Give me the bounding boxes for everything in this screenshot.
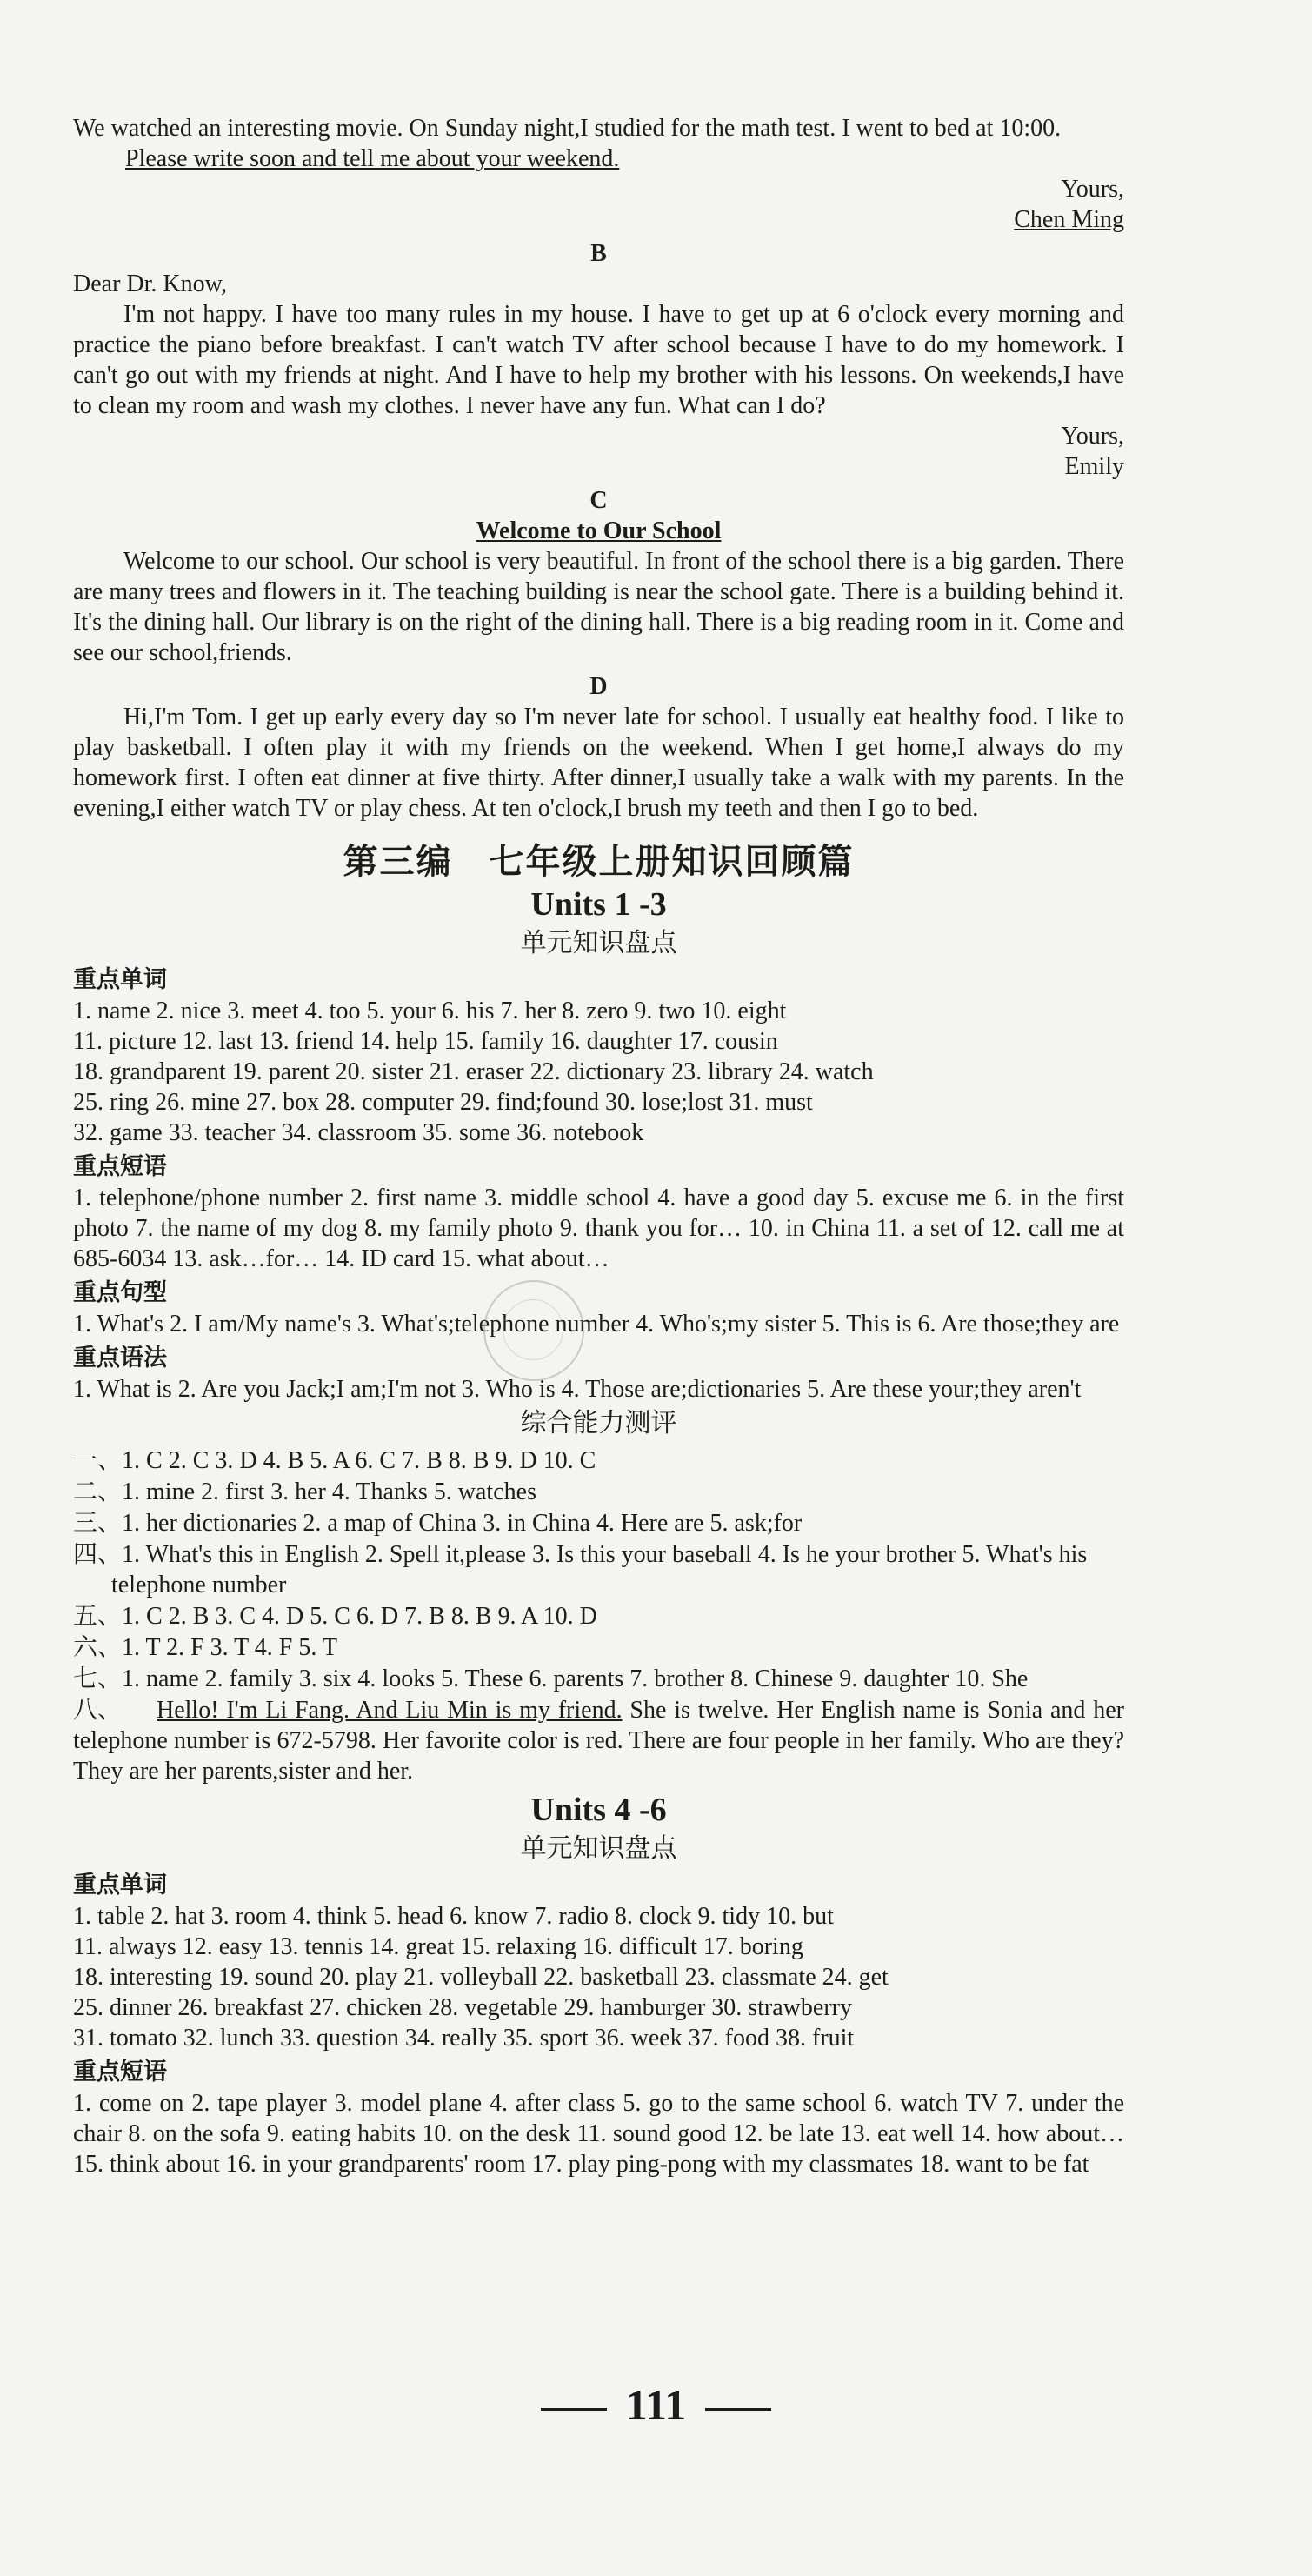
essay-rest: She is twelve. Her English name is Sonia and her telephone number is 672-5798. Her favorite color is red. There are four people in her family. Who are they? They are her parents,sister and her.: [73, 1697, 1124, 1785]
words-line: 11. picture 12. last 13. friend 14. help 15. family 16. daughter 17. cousin: [73, 1028, 778, 1055]
words-line: 11. always 12. easy 13. tennis 14. great 15. relaxing 16. difficult 17. boring: [73, 1933, 803, 1960]
passage-c-title: Welcome to Our School: [476, 517, 722, 544]
unit-title: Units 4 -6: [530, 1792, 667, 1828]
grammar-heading: 重点语法: [73, 1345, 167, 1371]
words-line: 25. ring 26. mine 27. box 28. computer 29. find;found 30. lose;lost 31. must: [73, 1089, 813, 1116]
phrases-heading: 重点短语: [73, 2059, 167, 2085]
passage-b-body: I'm not happy. I have too many rules in my house. I have to get up at 6 o'clock every morning and practice the piano before breakfast. I can't watch TV after school because I have to do my homework. I can't go out with my friends at night. And I have to help my brother with his lessons. On weekends,I have to clean my room and wash my clothes. I never have any fun. What can I do?: [73, 301, 1124, 419]
test-item: [73, 1632, 1124, 1663]
test-item-number: 五、: [73, 1601, 123, 1630]
test-item: [73, 1476, 1124, 1507]
sign-off: Yours,: [1061, 176, 1124, 203]
dash-left: [541, 2408, 607, 2411]
test-item: [73, 1663, 1124, 1694]
words-line: 25. dinner 26. breakfast 27. chicken 28. vegetable 29. hamburger 30. strawberry: [73, 1994, 852, 2021]
test-item: [73, 1600, 1124, 1632]
words-line: 18. grandparent 19. parent 20. sister 21. eraser 22. dictionary 23. library 24. watch: [73, 1058, 874, 1085]
words-heading: 重点单词: [73, 1872, 167, 1899]
words-line: 1. name 2. nice 3. meet 4. too 5. your 6. his 7. her 8. zero 9. two 10. eight: [73, 998, 787, 1024]
passage-a-closing: [73, 143, 1124, 174]
section-letter-c: C: [589, 487, 608, 514]
words-line: 31. tomato 32. lunch 33. question 34. really 35. sport 36. week 37. food 38. fruit: [73, 2025, 855, 2052]
test-item-number: 三、: [73, 1508, 123, 1537]
test-item: [73, 1445, 1124, 1476]
test-item: [73, 1538, 1124, 1600]
test-item-text: 1. C 2. B 3. C 4. D 5. C 6. D 7. B 8. B 9. A 10. D: [122, 1603, 597, 1630]
essay-answer: [73, 1694, 1124, 1786]
passage-b-signoff: [1061, 421, 1124, 482]
sentences-heading: 重点句型: [73, 1279, 167, 1306]
faded-stamp: [483, 1280, 584, 1381]
closing-sentence: Please write soon and tell me about your weekend.: [125, 145, 620, 172]
words-heading: 重点单词: [73, 966, 167, 993]
test-item-text: 1. name 2. family 3. six 4. looks 5. These 6. parents 7. brother 8. Chinese 9. daughter 10. She: [122, 1665, 1029, 1692]
words-line: 32. game 33. teacher 34. classroom 35. some 36. notebook: [73, 1119, 644, 1146]
sentences-text: 1. What's 2. I am/My name's 3. What's;telephone number 4. Who's;my sister 5. This is 6. Are those;they are: [73, 1311, 1120, 1338]
words-line: 1. table 2. hat 3. room 4. think 5. head 6. know 7. radio 8. clock 9. tidy 10. but: [73, 1903, 834, 1930]
test-item-text: 1. T 2. F 3. T 4. F 5. T: [122, 1634, 337, 1661]
grammar-text: 1. What is 2. Are you Jack;I am;I'm not 3. Who is 4. Those are;dictionaries 5. Are these your;they aren't: [73, 1376, 1082, 1403]
test-item-text: 1. mine 2. first 3. her 4. Thanks 5. watches: [122, 1478, 536, 1505]
test-item: [73, 1507, 1124, 1538]
phrases-text: 1. come on 2. tape player 3. model plane 4. after class 5. go to the same school 6. watch TV 7. under the chair 8. on the sofa 9. eating habits 10. on the desk 11. sound good 12. be late 13. eat well 14. how about… 15. think about 16. in your grandparents' room 17. play ping-pong with my classmates 18. want to be fat: [73, 2090, 1124, 2178]
dash-right: [705, 2408, 771, 2411]
phrases-heading: 重点短语: [73, 1153, 167, 1180]
passage-c-body: Welcome to our school. Our school is very beautiful. In front of the school there is a big garden. There are many trees and flowers in it. The teaching building is near the school gate. There is a building behind it. It's the dining hall. Our library is on the right of the dining hall. There is a big reading room in it. Come and see our school,friends.: [73, 548, 1124, 666]
review-heading: 单元知识盘点: [520, 928, 677, 958]
signature: Emily: [1064, 453, 1124, 480]
words-line: 18. interesting 19. sound 20. play 21. volleyball 22. basketball 23. classmate 24. get: [73, 1964, 889, 1991]
unit-title: Units 1 -3: [530, 886, 667, 923]
test-heading: 综合能力测评: [520, 1408, 677, 1438]
test-item-number: 一、: [73, 1445, 123, 1474]
test-item-number: 八、: [73, 1695, 123, 1724]
section-letter-b: B: [590, 240, 607, 267]
page-number-text: 111: [625, 2380, 687, 2429]
phrases-text: 1. telephone/phone number 2. first name 3. middle school 4. have a good day 5. excuse me 6. in the first photo 7. the name of my dog 8. my family photo 9. thank you for… 10. in China 11. a set of 12. call me at 685-6034 13. ask…for… 14. ID card 15. what about…: [73, 1185, 1124, 1272]
essay-first-sentence: Hello! I'm Li Fang. And Liu Min is my friend.: [157, 1697, 623, 1724]
letter-greeting: Dear Dr. Know,: [73, 270, 228, 297]
part-title: 第三编 七年级上册知识回顾篇: [343, 842, 855, 882]
test-item-number: 七、: [73, 1664, 123, 1692]
review-heading: 单元知识盘点: [520, 1833, 677, 1864]
test-item-number: 二、: [73, 1477, 123, 1505]
section-letter-d: D: [589, 673, 608, 700]
test-item-text: 1. What's this in English 2. Spell it,please 3. Is this your baseball 4. Is he your brother 5. What's his telephone number: [111, 1541, 1088, 1598]
passage-a-signoff: [1014, 174, 1124, 235]
signature: Chen Ming: [1014, 206, 1124, 233]
test-item-number: 六、: [73, 1632, 123, 1661]
sign-off: Yours,: [1061, 423, 1124, 450]
test-item-text: 1. C 2. C 3. D 4. B 5. A 6. C 7. B 8. B 9. D 10. C: [122, 1447, 596, 1474]
test-item-text: 1. her dictionaries 2. a map of China 3. in China 4. Here are 5. ask;for: [122, 1510, 803, 1537]
page-number: [0, 2379, 1312, 2431]
passage-a-text: We watched an interesting movie. On Sunday night,I studied for the math test. I went to bed at 10:00.: [73, 115, 1062, 142]
test-item-number: 四、: [73, 1539, 123, 1568]
passage-d-body: Hi,I'm Tom. I get up early every day so I'm never late for school. I usually eat healthy food. I like to play basketball. I often play it with my friends on the weekend. When I get home,I always do my homework first. I often eat dinner at five thirty. After dinner,I usually take a walk with my parents. In the evening,I either watch TV or play chess. At ten o'clock,I brush my teeth and then I go to bed.: [73, 704, 1124, 822]
